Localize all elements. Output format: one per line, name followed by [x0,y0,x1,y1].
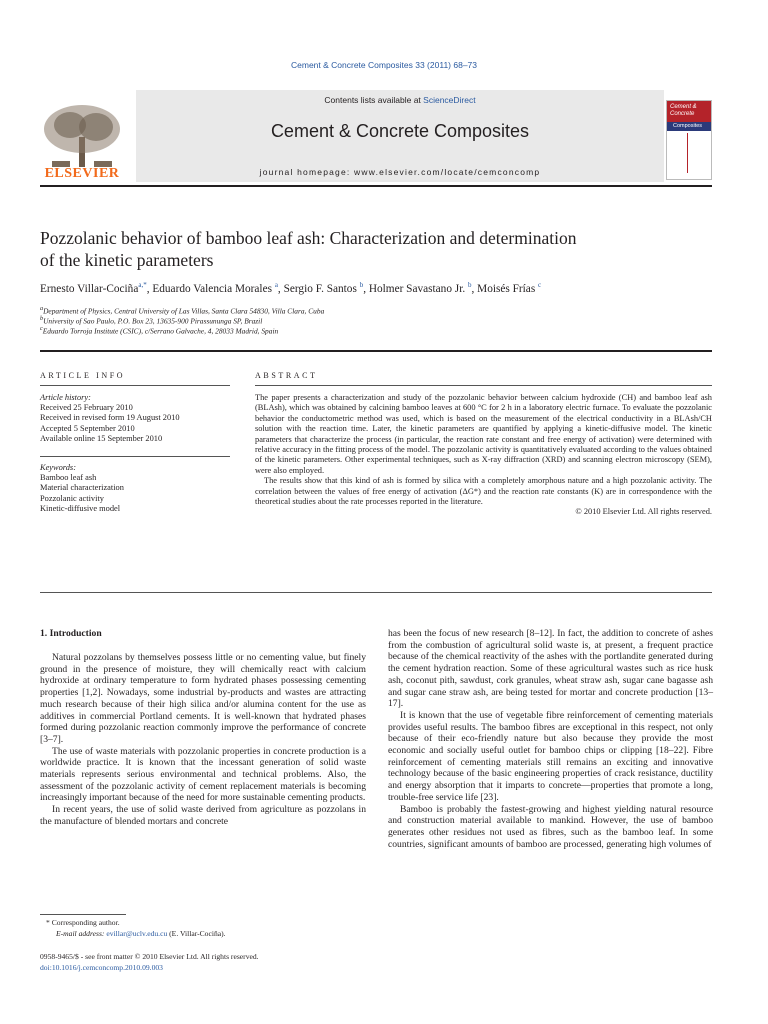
history-entry: Received 25 February 2010 [40,403,133,413]
body-paragraph: It is known that the use of vegetable fibre reinforcement of cementing materials provides useful results. The bamboo fibres are exceptional in this respect, not only because of their eco-friendly nature but also because they provide the most economic and socially useful outlet for bamboo chips or clipping [18–22]. Fibre reinforcement of cementing materials still remains an exciting and innovative technology because of the basic engineering properties of crack resistance, ductility and energy absorption that it imparts to concrete—properties that promote a long, trouble-free service life [23]. [388,709,713,803]
history-entry: Accepted 5 September 2010 [40,423,135,433]
email-suffix: (E. Villar-Cociña). [167,929,226,938]
issn-line: 0958-9465/$ - see front matter © 2010 Elsevier Ltd. All rights reserved. [40,952,259,961]
history-entry: Available online 15 September 2010 [40,433,163,443]
front-matter [40,951,370,973]
info-rule [40,456,230,457]
abstract-body [255,393,712,518]
body-paragraph: The use of waste materials with pozzolanic properties in concrete production is a worldwide practice. It is known that the incessant generation of solid waste materials represents serious environmental and technical problems. Also, the assessment of the pozzolanic activity of cement replacement materials is becoming increasingly important because of the need for more sustainable cementing products. [40,745,366,804]
cover-title-3: Composites [673,123,703,129]
article-title [40,227,700,271]
header-rule [40,185,712,187]
article-info-heading: ARTICLE INFO [40,371,126,380]
title-rule [40,350,712,352]
cover-title-2: Concrete [670,110,695,117]
author: Ernesto Villar-Cociña$^{a,*}$, [40,281,153,295]
history-label: Article history: [40,393,91,402]
author-list [40,281,730,295]
author: Eduardo Valencia Morales $^a$, [152,281,284,295]
abstract-heading: ABSTRACT [255,371,318,380]
sciencedirect-link[interactable]: ScienceDirect [423,95,476,105]
journal-homepage[interactable]: journal homepage: www.elsevier.com/locate/cemconcomp [259,167,541,177]
body-paragraph: has been the focus of new research [8–12]. In fact, the addition to concrete of ashes from the combustion of agricultural solid waste is, at present, a frequent practice because of the chemical reactivity of the ashes with the portlandite generated during the cement hydration reaction. Some of these agricultural wastes such as rice husk ash, coconut pith, sawdust, cork granules, wheat straw ash, sugar cane bagasse ash and sugar cane straw ash, are being tested for mortar and concrete production [13–17]. [388,628,713,710]
author: Moisés Frías $^c$ [477,281,542,295]
corresponding-label: * Corresponding author. [46,918,120,927]
footnote-rule [40,914,126,915]
journal-name: Cement & Concrete Composites [270,121,530,141]
keyword: Bamboo leaf ash [40,473,97,483]
affiliation: $^b$University of Sao Paulo, P.O. Box 23, 13635-900 Pirassununga SP, Brazil [40,316,263,326]
author: Holmer Savastano Jr. $^b$, [368,281,478,295]
abstract-rule [255,385,712,386]
affiliation: $^a$Department of Physics, Central University of Las Villas, Santa Clara 54830, Villa Clara, Cuba [40,306,325,316]
keyword: Kinetic-diffusive model [40,503,121,513]
corresponding-author-note [40,917,370,939]
abstract-paragraph: The paper presents a characterization and study of the pozzolanic behavior between calcium hydroxide (CH) and bamboo leaf ash (BLAsh), which was obtained by calcining bamboo leaves at 600 °C for 2 h in a laboratory electric furnace. To evaluate the pozzolanic behavior the conductometric method was used, which is based on the measurement of the electrical conductivity in a BLAsh/CH solution with the reaction time. Later, the kinetic parameters are quantified by applying a kinetic-diffusive model. The kinetic parameters that characterize the process (in particular, the reaction rate constant and free energy of activation) were determined with relative accuracy in the fitting process of the model. The pozzolanic activity is quantitatively evaluated according to the values obtained of the kinetic parameters. Other experimental techniques, such as X-ray diffraction (XRD) and scanning electron microscopy (SEM), were also employed. [255,393,712,475]
abstract-bottom-rule [40,592,712,593]
body-paragraph: Natural pozzolans by themselves possess little or no cementing value, but finely ground in the presence of moisture, they will chemically react with calcium hydroxide at ordinary temperature to form hydrated phases possessing cementing properties [1,2]. Nowadays, some industrial by-products and wastes are attracting much research because of their high silica and/or alumina content for the use as additives in commercial Portland cements. It is well-known that hydrated phases formed during pozzolanic reaction commonly improve the performance of concrete [3–7]. [40,652,366,745]
author-email-link[interactable]: evillar@uclv.edu.cu [106,929,168,938]
body-column-right [388,628,713,850]
article-history [40,393,230,444]
history-entry: Received in revised form 19 August 2010 [40,413,180,423]
journal-citation[interactable]: Cement & Concrete Composites 33 (2011) 68–73 [291,60,477,70]
abstract-copyright: © 2010 Elsevier Ltd. All rights reserved. [575,507,712,517]
abstract-paragraph: The results show that this kind of ash is formed by silica with a completely amorphous nature and a high pozzolanic activity. The correlation between the values of free energy of activation (ΔG*) and the reaction rate constants (K) are in correspondence with the theoretical studies about the rate processes reported in the literature. [255,476,712,507]
keywords [40,463,230,514]
keyword: Material characterization [40,483,124,493]
contents-availability [136,95,664,105]
title-line-1: Pozzolanic behavior of bamboo leaf ash: Characterization and determination [40,228,577,248]
elsevier-wordmark: ELSEVIER [44,166,120,181]
title-line-2: of the kinetic parameters [40,250,214,270]
doi-link[interactable]: doi:10.1016/j.cemconcomp.2010.09.003 [40,963,163,972]
body-paragraph: Bamboo is probably the fastest-growing and highest yielding natural resource and construction material available to mankind. However, the use of bamboo generates other residues not used as fibres, such as the bamboo leaf. In some countries, significant amounts of bamboo are processed, generating high volumes of [388,803,713,850]
contents-prefix: Contents lists available at [324,95,424,105]
keywords-label: Keywords: [40,463,76,472]
info-rule [40,385,230,386]
body-column-left [40,652,366,828]
keyword: Pozzolanic activity [40,493,104,503]
section-heading-introduction: 1. Introduction [40,628,102,639]
email-label: E-mail address: [56,929,107,938]
body-paragraph: In recent years, the use of solid waste derived from agriculture as pozzolans in the manufacture of blended mortars and concrete [40,804,366,827]
cover-title-1: Cement & [670,104,697,110]
journal-cover-thumbnail [666,100,712,180]
affiliation: $^c$Eduardo Torroja Institute (CSIC), c/Serrano Galvache, 4, 28033 Madrid, Spain [40,326,279,336]
author: Sergio F. Santos $^b$, [283,281,369,295]
